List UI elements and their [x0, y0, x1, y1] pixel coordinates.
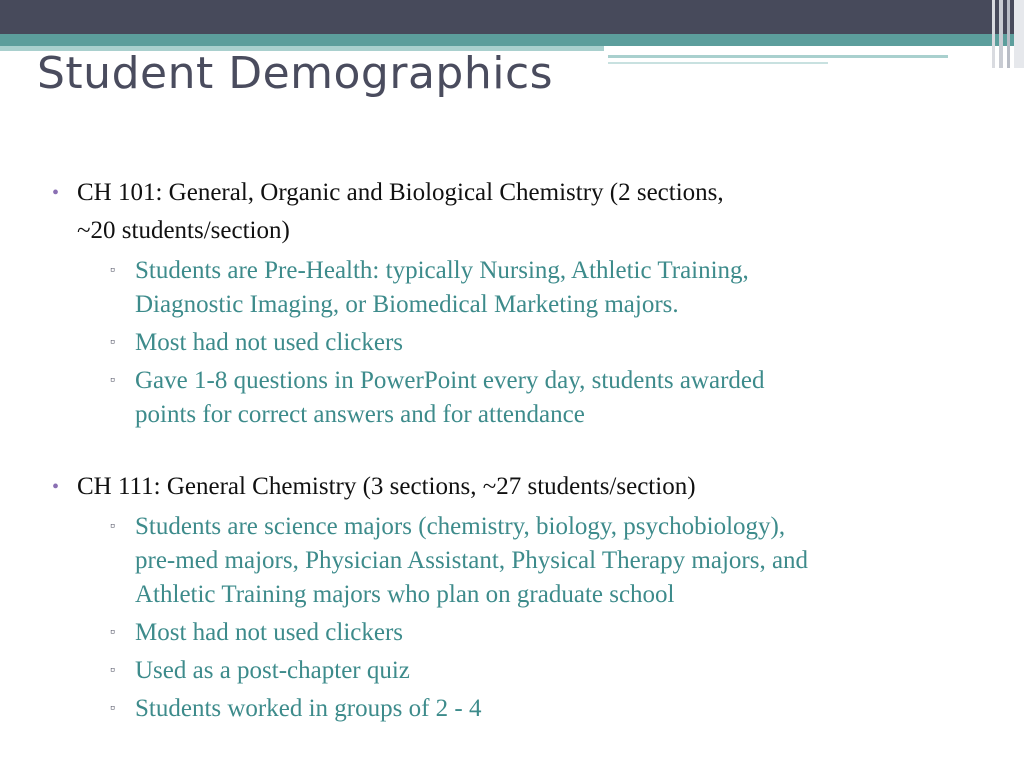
header-teal-band [0, 34, 1024, 46]
spacer [52, 432, 982, 468]
sub-bullet-square-icon: ▫ [110, 701, 115, 716]
sub-bullet-square-icon: ▫ [110, 373, 115, 388]
sub-bullet-square-icon: ▫ [110, 263, 115, 278]
sub-bullet [110, 326, 982, 360]
slide-title: Student Demographics [37, 48, 554, 99]
decorative-line [608, 62, 828, 64]
sub-bullet-text-line: points for correct answers and for attendance [135, 401, 585, 428]
sub-bullet-text-line: Gave 1-8 questions in PowerPoint every day, students awarded [135, 367, 765, 394]
sub-bullet-square-icon: ▫ [110, 663, 115, 678]
decorative-bar [1007, 0, 1010, 68]
sub-bullet-text-line: Students are Pre-Health: typically Nursing, Athletic Training, [135, 257, 749, 284]
decorative-line [608, 55, 948, 58]
sub-bullet [110, 254, 982, 322]
slide-body [52, 174, 982, 726]
bullet-text-line: ~20 students/section) [77, 217, 290, 244]
bullet-text-line: CH 111: General Chemistry (3 sections, ~27 students/section) [77, 473, 696, 500]
bullet-dot-icon: • [52, 182, 60, 204]
sub-bullet-text-line: Athletic Training majors who plan on graduate school [135, 581, 675, 608]
sub-bullet-text-line: Most had not used clickers [135, 329, 404, 356]
sub-bullet [110, 510, 982, 612]
sub-bullet-square-icon: ▫ [110, 335, 115, 350]
bullet-ch111 [52, 468, 982, 506]
decorative-bar [992, 0, 995, 68]
decorative-bar [999, 0, 1003, 68]
sub-bullet-text-line: Diagnostic Imaging, or Biomedical Marketing majors. [135, 291, 679, 318]
bullet-dot-icon: • [52, 476, 60, 498]
sub-bullet-text-line: pre-med majors, Physician Assistant, Physical Therapy majors, and [135, 547, 809, 574]
sub-bullet-text-line: Used as a post-chapter quiz [135, 657, 410, 684]
decorative-bar [1014, 0, 1024, 68]
sub-bullet-square-icon: ▫ [110, 519, 115, 534]
bullet-ch101 [52, 174, 982, 250]
sub-bullet [110, 692, 982, 726]
sub-bullet-text-line: Students are science majors (chemistry, biology, psychobiology), [135, 513, 786, 540]
header-dark-band [0, 0, 1024, 34]
bullet-text-line: CH 101: General, Organic and Biological Chemistry (2 sections, [77, 179, 724, 206]
sub-bullet-text-line: Students worked in groups of 2 - 4 [135, 695, 482, 722]
sub-bullet [110, 654, 982, 688]
sub-bullet-text-line: Most had not used clickers [135, 619, 404, 646]
sub-bullet [110, 364, 982, 432]
sub-bullet-square-icon: ▫ [110, 625, 115, 640]
sub-bullet [110, 616, 982, 650]
